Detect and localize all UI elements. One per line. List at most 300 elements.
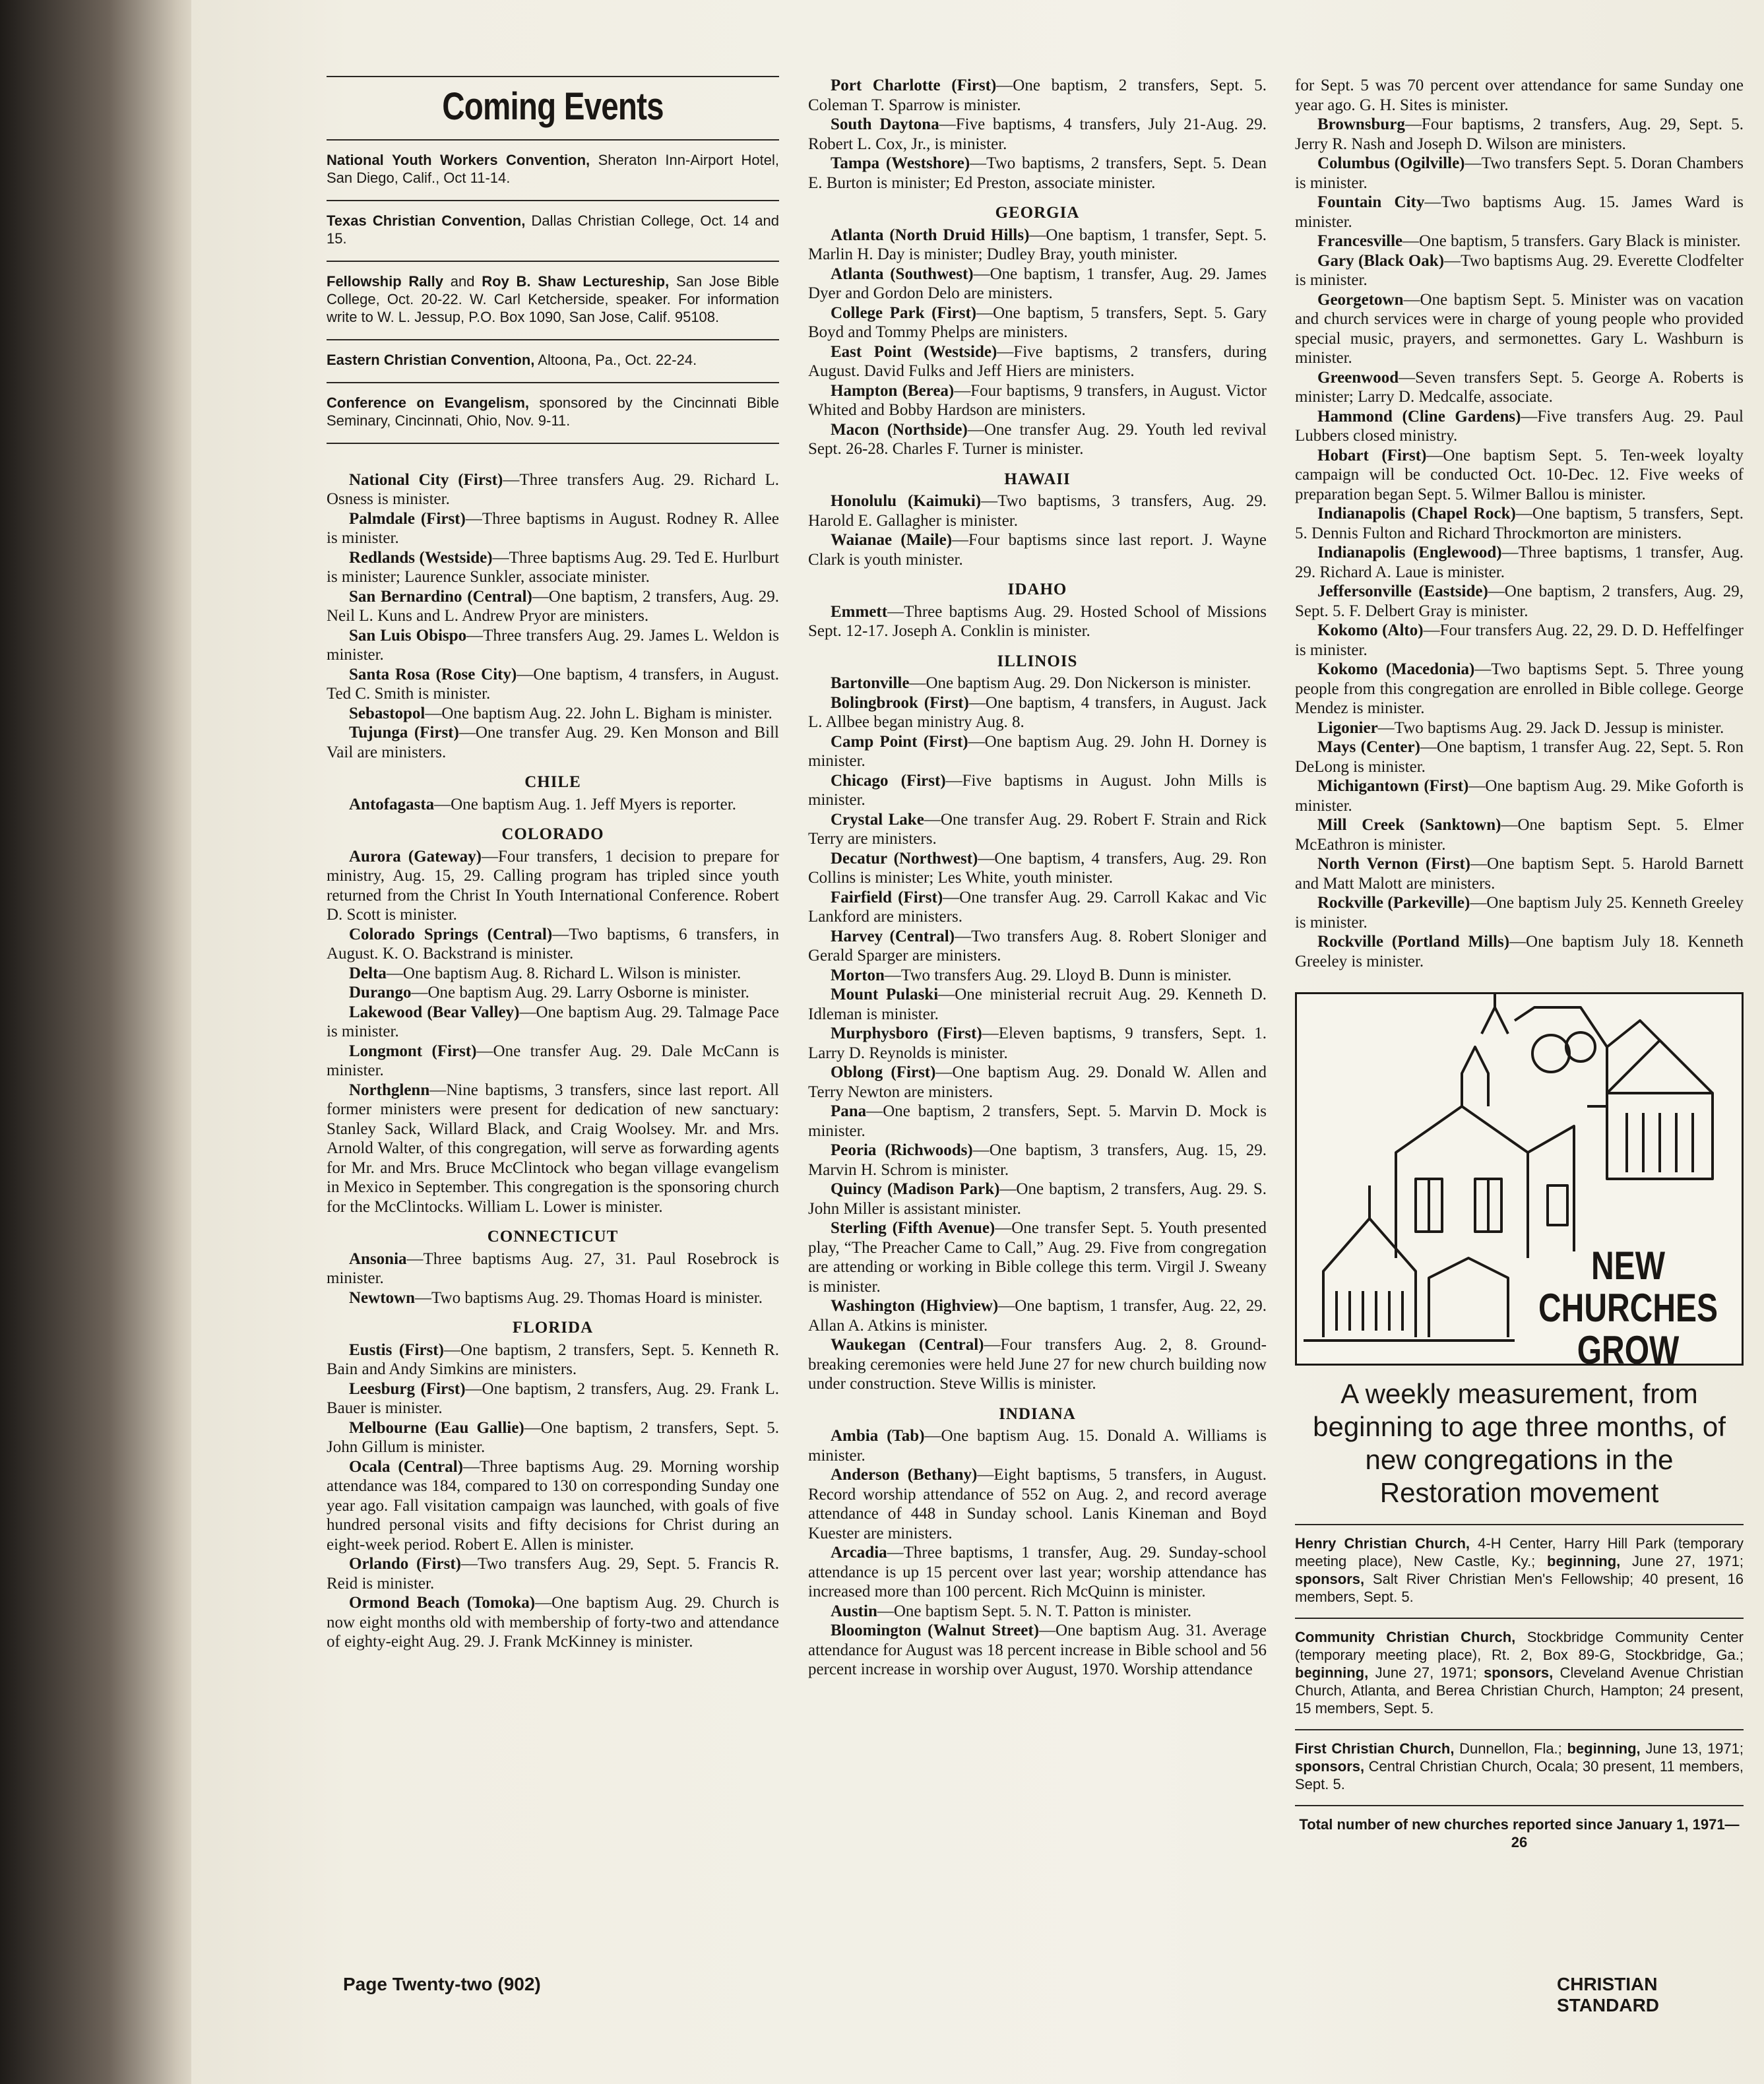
church-name: Tujunga (First) <box>349 724 459 742</box>
top-rule <box>327 76 779 77</box>
state-heading: HAWAII <box>1004 470 1071 488</box>
church-name: Melbourne (Eau Gallie) <box>349 1418 524 1437</box>
event-item <box>327 383 779 444</box>
church-name: Michigantown (First) <box>1317 777 1469 795</box>
magazine-name: CHRISTIAN STANDARD <box>1557 1974 1660 2015</box>
church-name: Tampa (Westshore) <box>831 154 970 172</box>
church-name: Brownsburg <box>1317 115 1405 133</box>
news-item <box>808 381 1267 420</box>
church-name: National City (First) <box>349 470 503 489</box>
new-church-text: June 27, 1971; <box>1620 1553 1744 1569</box>
news-item <box>808 420 1267 459</box>
news-item <box>808 115 1267 154</box>
news-item <box>808 1218 1267 1296</box>
news-text: —Five transfers Aug. 29. Paul Lubbers closed ministry. <box>1295 407 1744 445</box>
news-item <box>1295 621 1744 660</box>
church-name: Longmont (First) <box>349 1042 477 1060</box>
news-text: —One baptism, 2 transfers, Sept. 5. Kenneth R. Bain and Andy Simkins are ministers. <box>327 1341 779 1378</box>
news-item <box>327 1288 779 1308</box>
coming-events-title: Coming Events <box>442 85 664 128</box>
church-name: South Daytona <box>831 115 939 133</box>
news-item <box>327 795 779 815</box>
news-text: —One baptism Aug. 29. John H. Dorney is minister. <box>808 732 1267 770</box>
news-text: —One baptism Aug. 29. Larry Osborne is minister. <box>411 984 749 1001</box>
news-text: —Two transfers Aug. 29. Lloyd B. Dunn is minister. <box>884 966 1232 984</box>
event-item <box>327 141 779 201</box>
new-church-text: June 27, 1971; <box>1368 1664 1484 1681</box>
news-text: —Two baptisms Aug. 29. Everette Clodfelter is minister. <box>1295 251 1744 289</box>
church-name: Bolingbrook (First) <box>831 693 969 712</box>
church-name: Austin <box>831 1602 877 1620</box>
news-text: —One baptism, 4 transfers, in August. Jack L. Allbee began ministry Aug. 8. <box>808 693 1267 731</box>
new-church-entry <box>1295 1524 1744 1618</box>
news-item <box>808 1180 1267 1218</box>
news-item <box>1295 718 1744 738</box>
news-item <box>327 1457 779 1555</box>
news-item <box>327 470 779 509</box>
church-name: Kokomo (Alto) <box>1317 621 1424 639</box>
new-church-text: Dunnellon, Fla.; <box>1454 1740 1567 1757</box>
news-text: —One baptism, 1 transfer, Aug. 29. James Dyer and Gordon Delo are ministers. <box>808 265 1267 302</box>
church-news-col1 <box>327 470 779 1652</box>
news-text: —One baptism, 2 transfers, Sept. 5. Marvin D. Mock is minister. <box>808 1102 1267 1140</box>
news-item <box>808 530 1267 569</box>
church-name: Murphysboro (First) <box>831 1025 982 1042</box>
new-church-text: Cleveland Avenue Christian Church, Atlanta, and Berea Christian Church, Hampton; 24 present, 15 members, Sept. 5. <box>1295 1664 1744 1717</box>
event-details: Dallas Christian College, Oct. 14 and 15. <box>327 212 779 247</box>
church-name: Durango <box>349 984 412 1001</box>
news-item <box>808 602 1267 641</box>
event-details: and <box>443 272 482 290</box>
news-item <box>1295 251 1744 290</box>
news-item <box>327 964 779 984</box>
church-name: Redlands (Westside) <box>349 548 493 567</box>
church-name: Palmdale (First) <box>349 509 466 528</box>
church-name: Mays (Center) <box>1317 738 1420 756</box>
church-name: Francesville <box>1317 232 1403 250</box>
news-text: —Three baptisms Aug. 29. Ted E. Hurlburt is minister; Laurence Sunkler, associate minister. <box>327 548 779 586</box>
news-text: —Four transfers, 1 decision to prepare for ministry, Aug. 15, 29. Calling program has tripled since youth returned from the Christ In Youth International Conference. Robert D. Scott is minister. <box>327 847 779 924</box>
news-item <box>808 674 1267 693</box>
event-details: Sheraton Inn-Airport Hotel, San Diego, Calif., Oct 11-14. <box>327 151 779 186</box>
news-item <box>327 548 779 587</box>
church-name: Georgetown <box>1317 290 1404 309</box>
church-name: Colorado Springs (Central) <box>349 925 553 943</box>
state-heading: IDAHO <box>1007 581 1067 598</box>
church-name: Greenwood <box>1317 368 1399 387</box>
new-church-entry <box>1295 1618 1744 1729</box>
news-text: —One baptism, 2 transfers, Aug. 29. Frank L. Bauer is minister. <box>327 1379 779 1417</box>
news-item <box>808 888 1267 927</box>
event-name: Roy B. Shaw Lectureship, <box>482 272 670 290</box>
news-item <box>1295 776 1744 815</box>
news-item <box>808 1296 1267 1335</box>
news-text: —One baptism Aug. 15. Donald A. Williams is minister. <box>808 1427 1267 1465</box>
state-heading: GEORGIA <box>995 204 1080 222</box>
church-name: Rockville (Portland Mills) <box>1317 933 1510 951</box>
news-item <box>808 1102 1267 1141</box>
news-item <box>327 847 779 925</box>
news-item <box>808 810 1267 849</box>
news-text: —One baptism Aug. 31. Average attendance for August was 18 percent increase in Bible school and 56 percent increase in worship over August, 1970. Worship attendance <box>808 1622 1267 1678</box>
church-name: Port Charlotte (First) <box>831 77 997 94</box>
news-item <box>1295 446 1744 505</box>
church-name: Lakewood (Bear Valley) <box>349 1003 520 1021</box>
news-text: —One baptism, 2 transfers, Aug. 29. Neil L. Kuns and L. Andrew Pryor are ministers. <box>327 587 780 625</box>
news-item <box>1295 232 1744 251</box>
church-name: Fountain City <box>1317 193 1425 211</box>
news-item <box>808 1063 1267 1102</box>
new-church-key: sponsors, <box>1484 1664 1554 1681</box>
news-item <box>808 1543 1267 1602</box>
news-text: —Three baptisms Aug. 29. Hosted School of Missions Sept. 12-17. Joseph A. Conklin is minister. <box>808 602 1267 640</box>
news-text: —Two baptisms Aug. 15. James Ward is minister. <box>1295 193 1744 231</box>
church-name: Sebastopol <box>349 704 425 722</box>
news-item <box>1295 76 1744 115</box>
new-church-text: Stockbridge Community Center (temporary meeting place), Rt. 2, Box 89-G, Stockbridge, Ga.; <box>1295 1629 1744 1663</box>
news-item <box>1295 368 1744 407</box>
news-text: —One baptism Aug. 29. Talmage Pace is minister. <box>327 1003 780 1040</box>
new-church-key: sponsors, <box>1295 1571 1365 1587</box>
church-name: Columbus (Ogilville) <box>1317 154 1465 172</box>
news-text: —One baptism, 2 transfers, Aug. 29, Sept. 5. F. Delbert Gray is minister. <box>1295 583 1744 620</box>
church-name: North Vernon (First) <box>1317 855 1470 873</box>
news-text: —Four baptisms, 2 transfers, Aug. 29, Sept. 5. Jerry R. Nash and Joseph D. Wilson are ministers. <box>1295 115 1744 153</box>
church-name: Harvey (Central) <box>831 927 955 945</box>
church-name: Rockville (Parkeville) <box>1317 894 1470 912</box>
news-item <box>1295 543 1744 582</box>
event-details: sponsored by the Cincinnati Bible Seminary, Cincinnati, Ohio, Nov. 9-11. <box>327 394 779 429</box>
news-text: —Three baptisms, 1 transfer, Aug. 29. Sunday-school attendance is up 15 percent over last year; worship attendance has increased more than 100 percent. Rich McQuinn is minister. <box>808 1544 1267 1600</box>
news-item <box>327 1249 779 1288</box>
church-name: Orlando (First) <box>349 1555 461 1573</box>
event-details: Altoona, Pa., Oct. 22-24. <box>534 351 697 368</box>
church-name: Aurora (Gateway) <box>349 847 482 866</box>
new-church-text: June 13, 1971; <box>1640 1740 1744 1757</box>
news-text: —One baptism Sept. 5. Elmer McEathron is minister. <box>1295 816 1744 854</box>
church-name: Camp Point (First) <box>831 732 968 751</box>
church-name: Hampton (Berea) <box>831 381 955 400</box>
page-number: Page Twenty-two (902) <box>343 1974 541 1994</box>
church-name: Ambia (Tab) <box>831 1427 925 1445</box>
news-item <box>808 265 1267 303</box>
news-text: —Two baptisms Sept. 5. Three young people from this congregation are enrolled in Bible college. George Mendez is minister. <box>1295 660 1744 717</box>
church-name: San Luis Obispo <box>349 626 467 645</box>
news-item <box>808 771 1267 810</box>
church-name: Waukegan (Central) <box>831 1336 984 1354</box>
church-name: Antofagasta <box>349 795 435 813</box>
news-item <box>808 693 1267 732</box>
news-item <box>808 303 1267 342</box>
news-item <box>1295 290 1744 368</box>
church-name: Indianapolis (Chapel Rock) <box>1317 505 1516 522</box>
news-text: —Two transfers Sept. 5. Doran Chambers is minister. <box>1295 154 1744 192</box>
church-name: Hammond (Cline Gardens) <box>1317 407 1521 426</box>
news-text: —Nine baptisms, 3 transfers, since last report. All former ministers were present for dedication of new sanctuary: Stanley Sack, Willard Black, and Craig Woolsey. Mr. and Mrs. Arnold Walter, of this congregation, will serve as forwarding agents for Mr. and Mrs. Bruce McClintock who began village evangelism in Mexico in September. This congregation is the sponsoring church for the McClintocks. William L. Lower is minister. <box>327 1081 779 1216</box>
new-church-name: First Christian Church, <box>1295 1740 1455 1757</box>
news-item <box>1295 738 1744 776</box>
news-text: —Four baptisms, 9 transfers, in August. Victor Whited and Bobby Hardson are ministers. <box>808 381 1267 419</box>
news-text: —Four baptisms since last report. J. Wayne Clark is youth minister. <box>808 531 1267 569</box>
new-church-key: beginning, <box>1567 1740 1641 1757</box>
news-item <box>808 1621 1267 1680</box>
news-item <box>1295 154 1744 193</box>
news-text: —Three transfers Aug. 29. Richard L. Osness is minister. <box>327 470 779 508</box>
ad-headline <box>1538 1245 1718 1372</box>
news-text: —Five baptisms in August. John Mills is minister. <box>808 771 1267 809</box>
church-name: Anderson (Bethany) <box>831 1466 978 1484</box>
news-text: —One transfer Aug. 29. Robert F. Strain and Rick Terry are ministers. <box>808 810 1267 848</box>
church-name: College Park (First) <box>831 303 977 322</box>
news-text: —Five baptisms, 2 transfers, during August. David Fulks and Jeff Hiers are ministers. <box>808 342 1267 380</box>
news-item <box>808 732 1267 771</box>
news-text: —One baptism Sept. 5. Minister was on vacation and church services were in charge of young people who provided special music, prayers, and sermonettes. Gary L. Washburn is minister. <box>1295 290 1744 367</box>
news-item <box>808 1335 1267 1394</box>
new-church-name: Community Christian Church, <box>1295 1629 1516 1645</box>
news-item <box>808 966 1267 986</box>
book-page-edge <box>0 0 198 2084</box>
news-text: —Three baptisms Aug. 27, 31. Paul Rosebrock is minister. <box>327 1249 779 1287</box>
news-item <box>327 1003 779 1042</box>
church-news-col3 <box>1295 76 1744 971</box>
news-item <box>1295 582 1744 621</box>
news-text: —Two baptisms, 2 transfers, Sept. 5. Dean E. Burton is minister; Ed Preston, associate minister. <box>808 154 1267 192</box>
church-name: Crystal Lake <box>831 810 924 829</box>
church-name: Newtown <box>349 1288 415 1307</box>
news-item <box>327 665 779 704</box>
church-news-col2 <box>808 76 1267 1680</box>
church-name: Santa Rosa (Rose City) <box>349 665 517 683</box>
news-text: —One baptism, 3 transfers, Aug. 15, 29. Marvin H. Schrom is minister. <box>808 1141 1267 1179</box>
news-text: —Three baptisms Aug. 29. Morning worship attendance was 184, compared to 130 on corresponding Sunday one year ago. Fall visitation campaign was launched, with goals of five hundred personal visits and fifty decisions for Christ during an eight-week period. Robert E. Allen is minister. <box>327 1457 779 1554</box>
event-name: Texas Christian Convention, <box>327 212 526 229</box>
news-item <box>1295 854 1744 893</box>
news-item <box>327 1081 779 1217</box>
news-text: —Two baptisms, 6 transfers, in August. K. O. Backstrand is minister. <box>327 925 779 963</box>
church-name: Kokomo (Macedonia) <box>1317 660 1475 678</box>
news-text: —Two transfers Aug. 8. Robert Sloniger and Gerald Sparger are ministers. <box>808 927 1267 964</box>
news-item <box>1295 932 1744 971</box>
news-item <box>327 1042 779 1081</box>
news-text: —One baptism Sept. 5. N. T. Patton is minister. <box>877 1602 1192 1620</box>
news-text: —One baptism Aug. 22. John L. Bigham is minister. <box>425 704 772 722</box>
event-item <box>327 262 779 340</box>
news-item <box>808 849 1267 888</box>
new-churches-grow-ad <box>1295 992 1744 1372</box>
news-item <box>327 509 779 548</box>
news-text: —Two baptisms, 3 transfers, Aug. 29. Harold E. Gallagher is minister. <box>808 492 1267 530</box>
news-text: —Three baptisms, 1 transfer, Aug. 29. Richard A. Laue is minister. <box>1295 544 1744 581</box>
church-name: Mount Pulaski <box>831 986 939 1003</box>
news-item <box>327 1593 779 1652</box>
church-name: Northglenn <box>349 1081 430 1099</box>
news-text: —Two transfers Aug. 29, Sept. 5. Francis R. Reid is minister. <box>327 1555 779 1593</box>
new-church-entry <box>1295 1729 1744 1805</box>
news-item <box>808 1426 1267 1465</box>
event-item <box>327 201 779 262</box>
church-name: Atlanta (Southwest) <box>831 265 974 283</box>
church-name: Ormond Beach (Tomoka) <box>349 1594 536 1612</box>
church-name: Decatur (Northwest) <box>831 849 978 868</box>
news-text: —Three baptisms in August. Rodney R. Allee is minister. <box>327 509 779 547</box>
church-name: Fairfield (First) <box>831 888 943 906</box>
news-item <box>327 1379 779 1418</box>
state-heading: INDIANA <box>999 1405 1076 1423</box>
news-text: —One baptism, 5 transfers, Sept. 5. Gary Boyd and Tommy Phelps are ministers. <box>808 303 1267 341</box>
news-text: —One transfer Aug. 29. Ken Monson and Bill Vail are ministers. <box>327 724 780 761</box>
news-item <box>327 587 779 626</box>
ad-caption: A weekly measurement, from beginning to age three months, of new congregations in the Restoration movement <box>1313 1378 1726 1508</box>
news-text: —One baptism, 1 transfer, Aug. 22, 29. Allan A. Atkins is minister. <box>808 1297 1267 1335</box>
news-text: —One baptism, 5 transfers. Gary Black is minister. <box>1402 232 1741 250</box>
news-item <box>808 1465 1267 1543</box>
church-name: Atlanta (North Druid Hills) <box>831 226 1030 244</box>
column-2 <box>808 76 1267 1680</box>
news-item <box>808 927 1267 966</box>
state-heading: COLORADO <box>501 825 604 843</box>
ad-word-grow: GROW <box>1577 1328 1680 1372</box>
news-item <box>327 925 779 964</box>
news-item <box>808 1602 1267 1622</box>
news-item <box>1295 504 1744 543</box>
news-item <box>808 154 1267 193</box>
news-text: —Seven transfers Sept. 5. George A. Roberts is minister; Larry D. Medcalfe, associate. <box>1295 368 1744 406</box>
ad-word-churches: CHURCHES <box>1538 1286 1718 1330</box>
new-church-key: sponsors, <box>1295 1758 1365 1775</box>
new-church-text: 4-H Center, Harry Hill Park (temporary meeting place), New Castle, Ky.; <box>1295 1535 1744 1569</box>
news-text: —One baptism July 18. Kenneth Greeley is minister. <box>1295 933 1744 970</box>
church-name: Ligonier <box>1317 718 1378 737</box>
column-3 <box>1295 76 1744 1860</box>
news-text: —One baptism, 1 transfer Aug. 22, Sept. 5. Ron DeLong is minister. <box>1295 738 1744 776</box>
news-text: —Two baptisms Aug. 29. Jack D. Jessup is minister. <box>1377 718 1724 737</box>
church-name: Macon (Northside) <box>831 420 968 439</box>
news-text: —Four transfers Aug. 22, 29. D. D. Heffelfinger is minister. <box>1295 621 1744 659</box>
news-text: —One transfer Sept. 5. Youth presented play, “The Preacher Came to Call,” Aug. 29. Five from congregation are attending or working in Bible college this term. Virgil J. Sweany is minister. <box>808 1219 1267 1296</box>
church-name: Gary (Black Oak) <box>1317 251 1445 270</box>
state-heading: CHILE <box>524 773 581 791</box>
news-item <box>327 1418 779 1457</box>
news-text: —One transfer Aug. 29. Dale McCann is minister. <box>327 1042 779 1079</box>
news-text: —One baptism Aug. 8. Richard L. Wilson is minister. <box>386 964 741 982</box>
church-name: Bloomington (Walnut Street) <box>831 1622 1040 1639</box>
church-name: Mill Creek (Sanktown) <box>1317 816 1501 834</box>
news-item <box>808 1141 1267 1180</box>
news-item <box>327 1341 779 1379</box>
news-item <box>327 626 779 665</box>
news-text: —One baptism Aug. 29. Don Nickerson is minister. <box>909 674 1251 692</box>
news-item <box>327 1554 779 1593</box>
church-name: Delta <box>349 964 387 982</box>
church-name: Quincy (Madison Park) <box>831 1180 1000 1198</box>
church-name: Peoria (Richwoods) <box>831 1141 973 1159</box>
church-name: San Bernardino (Central) <box>349 587 532 606</box>
news-text: —One baptism Aug. 29. Church is now eight months old with membership of forty-two and attendance of eighty-eight Aug. 29. J. Frank McKinney is minister. <box>327 1594 779 1651</box>
news-text: —One baptism, 2 transfers, Sept. 5. Coleman T. Sparrow is minister. <box>808 77 1267 114</box>
news-text: —One baptism Aug. 29. Donald W. Allen and Terry Newton are ministers. <box>808 1063 1267 1101</box>
events-list <box>327 141 779 444</box>
news-item <box>327 704 779 724</box>
news-item <box>1295 660 1744 718</box>
event-details: San Jose Bible College, Oct. 20-22. W. Carl Ketcherside, speaker. For information write to W. L. Jessup, P.O. Box 1090, San Jose, Calif. 95108. <box>327 272 779 325</box>
new-church-name: Henry Christian Church, <box>1295 1535 1470 1552</box>
news-text: —One transfer Aug. 29. Youth led revival Sept. 26-28. Charles F. Turner is minister. <box>808 420 1267 458</box>
event-name: Conference on Evangelism, <box>327 394 530 411</box>
news-item <box>1295 893 1744 932</box>
news-item <box>808 1024 1267 1063</box>
church-name: Oblong (First) <box>831 1063 936 1081</box>
news-text: —One ministerial recruit Aug. 29. Kenneth D. Idleman is minister. <box>808 986 1267 1023</box>
news-item <box>808 226 1267 265</box>
news-text: for Sept. 5 was 70 percent over attendance for same Sunday one year ago. G. H. Sites is minister. <box>1295 77 1744 114</box>
church-name: Leesburg (First) <box>349 1379 466 1398</box>
state-heading: ILLINOIS <box>997 652 1078 670</box>
church-name: Waianae (Maile) <box>831 531 953 549</box>
news-text: —Eleven baptisms, 9 transfers, Sept. 1. Larry D. Reynolds is minister. <box>808 1025 1267 1062</box>
church-name: Emmett <box>831 602 888 621</box>
church-name: Jeffersonville (Eastside) <box>1317 583 1488 600</box>
news-text: —Four transfers Aug. 2, 8. Ground-breaking ceremonies were held June 27 for new church building now under construction. Steve Willis is minister. <box>808 1336 1267 1393</box>
church-name: Bartonville <box>831 674 910 692</box>
church-name: Hobart (First) <box>1317 446 1427 464</box>
news-item <box>327 983 779 1003</box>
church-name: Ansonia <box>349 1249 407 1268</box>
news-text: —One baptism Sept. 5. Ten-week loyalty campaign will be conducted Oct. 10-Dec. 12. Five weeks of preparation began Sept. 5. Wilmer Ballou is minister. <box>1295 446 1744 503</box>
total-new-churches: Total number of new churches reported since January 1, 1971—26 <box>1295 1805 1744 1860</box>
news-text: —One baptism, 2 transfers, Sept. 5. John Gillum is minister. <box>327 1418 779 1456</box>
news-text: —One baptism, 1 transfer, Sept. 5. Marlin H. Day is minister; Dudley Bray, youth minister. <box>808 226 1267 263</box>
event-name: National Youth Workers Convention, <box>327 151 590 168</box>
news-item <box>1295 815 1744 854</box>
column-1 <box>327 76 779 1652</box>
church-name: East Point (Westside) <box>831 342 997 361</box>
new-church-key: beginning, <box>1295 1664 1369 1681</box>
news-text: —Eight baptisms, 5 transfers, in August. Record worship attendance of 552 on Aug. 2, and record average attendance of 448 in Sunday school. Lanis Kineman and Boyd Kuester are ministers. <box>808 1466 1267 1542</box>
news-text: —One baptism, 5 transfers, Sept. 5. Dennis Fulton and Richard Throckmorton are ministers. <box>1295 505 1744 542</box>
church-name: Morton <box>831 966 885 984</box>
church-name: Washington (Highview) <box>831 1297 999 1315</box>
news-item <box>808 491 1267 530</box>
ad-word-new: NEW <box>1591 1244 1665 1288</box>
church-name: Eustis (First) <box>349 1341 444 1359</box>
news-text: —One transfer Aug. 29. Carroll Kakac and Vic Lankford are ministers. <box>808 888 1267 926</box>
church-name: Indianapolis (Englewood) <box>1317 544 1502 561</box>
state-heading: CONNECTICUT <box>487 1228 619 1246</box>
news-item <box>808 342 1267 381</box>
news-text: —One baptism, 4 transfers, Aug. 29. Ron Collins is minister; Les White, youth minister. <box>808 849 1267 887</box>
news-text: —One baptism, 4 transfers, in August. Ted C. Smith is minister. <box>327 665 779 703</box>
news-item <box>1295 407 1744 446</box>
news-text: —Three transfers Aug. 29. James L. Weldon is minister. <box>327 626 779 664</box>
news-item <box>327 723 779 762</box>
news-text: —One baptism July 25. Kenneth Greeley is minister. <box>1295 894 1744 931</box>
news-item <box>808 985 1267 1024</box>
news-item <box>1295 115 1744 154</box>
new-churches-list <box>1295 1524 1744 1805</box>
news-text: —Five baptisms, 4 transfers, July 21-Aug. 29. Robert L. Cox, Jr., is minister. <box>808 115 1267 153</box>
church-name: Arcadia <box>831 1544 887 1562</box>
news-text: —One baptism Sept. 5. Harold Barnett and Matt Malott are ministers. <box>1295 855 1744 893</box>
church-name: Pana <box>831 1102 867 1120</box>
church-name: Chicago (First) <box>831 771 946 790</box>
news-text: —Two baptisms Aug. 29. Thomas Hoard is minister. <box>415 1288 763 1307</box>
news-text: —One baptism Aug. 1. Jeff Myers is reporter. <box>434 795 736 813</box>
church-name: Honolulu (Kaimuki) <box>831 492 982 510</box>
church-name: Sterling (Fifth Avenue) <box>831 1219 995 1237</box>
church-name: Ocala (Central) <box>349 1457 463 1476</box>
news-item <box>1295 193 1744 232</box>
news-text: —One baptism, 2 transfers, Aug. 29. S. John Miller is assistant minister. <box>808 1180 1267 1218</box>
